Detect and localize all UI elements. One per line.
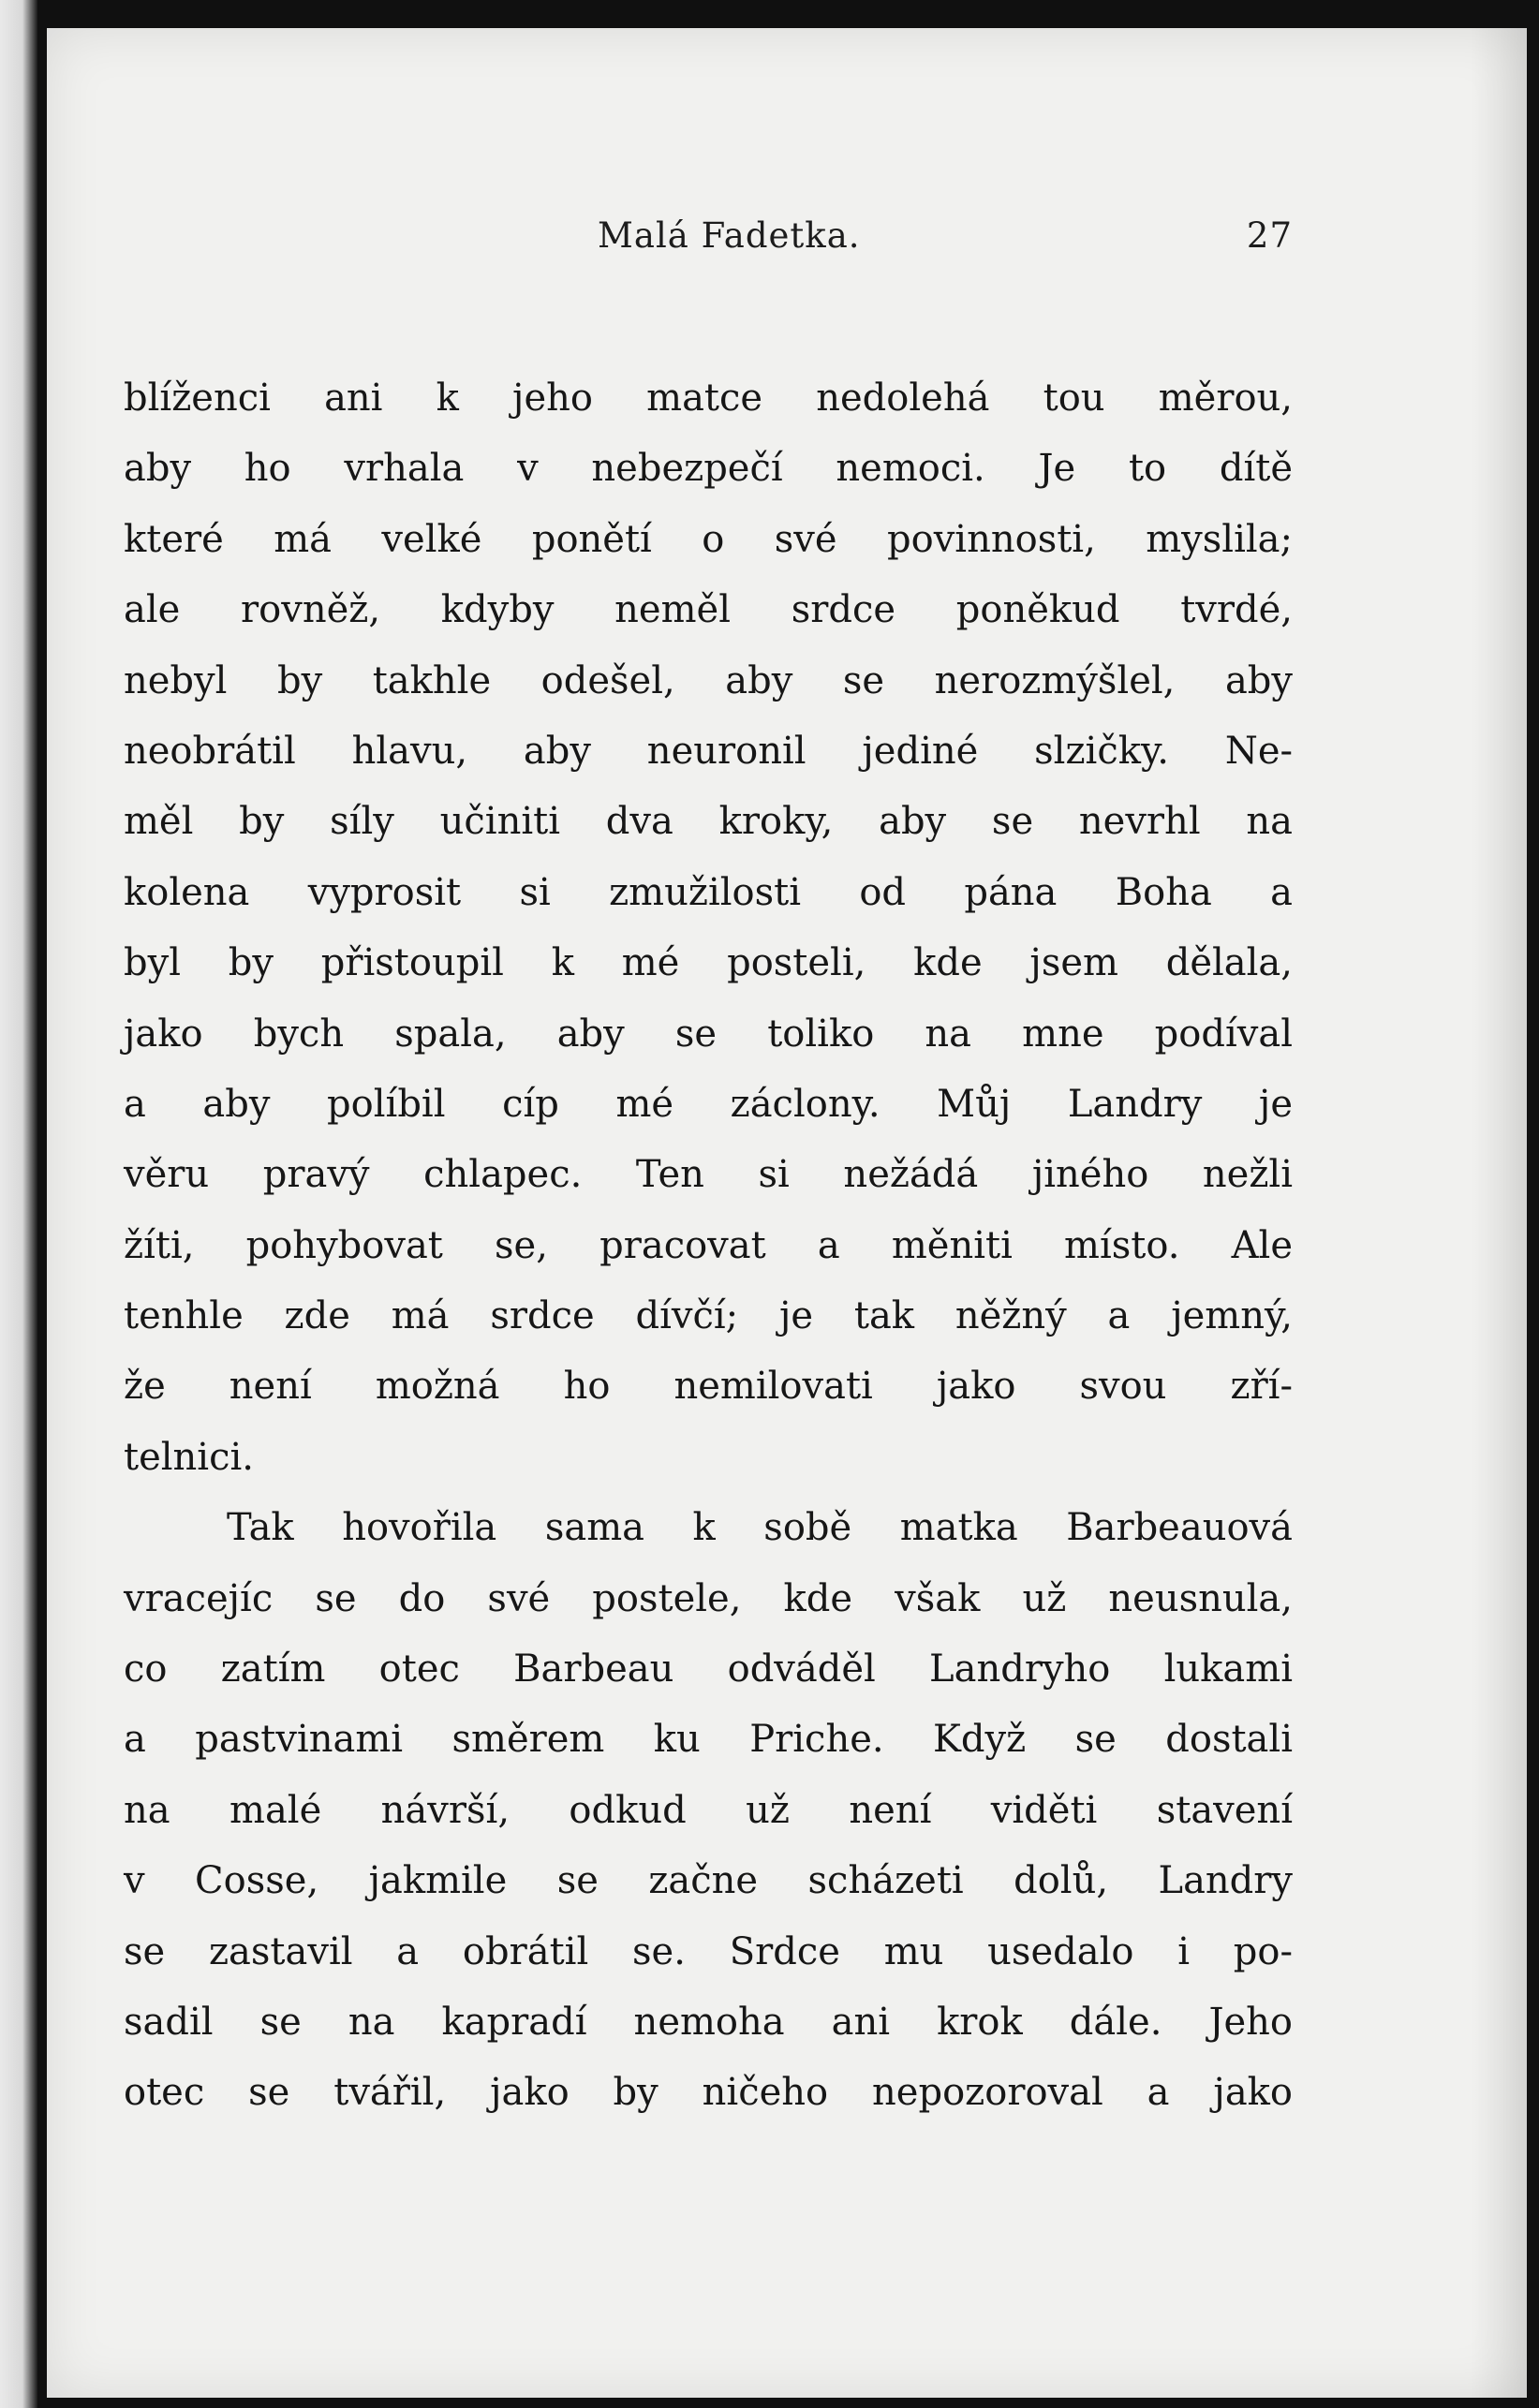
text-line: otec se tvářil, jako by ničeho nepozoroval a jako <box>124 2071 1293 2115</box>
text-line: kolena vyprosit si zmužilosti od pána Boha a <box>124 870 1293 914</box>
paragraph <box>124 1493 1293 2129</box>
text-line: telnici. <box>124 1435 255 1479</box>
text-line: a aby políbil cíp mé záclony. Můj Landry je <box>124 1082 1293 1126</box>
text-line: vracejíc se do své postele, kde však už neusnula, <box>124 1576 1293 1620</box>
text-line: sadil se na kapradí nemoha ani krok dále. Jeho <box>124 2000 1293 2044</box>
text-line: že není možná ho nemilovati jako svou zří- <box>124 1365 1293 1409</box>
text-line: se zastavil a obrátil se. Srdce mu usedalo i po- <box>124 1929 1293 1973</box>
page-number: 27 <box>1246 215 1293 256</box>
paragraph <box>124 363 1293 1493</box>
text-line: žíti, pohybovat se, pracovat a měniti místo. Ale <box>124 1223 1293 1267</box>
text-line: a pastvinami směrem ku Priche. Když se dostali <box>124 1718 1293 1762</box>
text-line: Tak hovořila sama k sobě matka Barbeauová <box>227 1506 1293 1550</box>
text-line: věru pravý chlapec. Ten si nežádá jiného nežli <box>124 1153 1293 1197</box>
text-line: jako bych spala, aby se toliko na mne podíval <box>124 1012 1293 1056</box>
text-line: nebyl by takhle odešel, aby se nerozmýšlel, aby <box>124 658 1293 702</box>
previous-page-edge <box>0 0 37 2408</box>
text-line: co zatím otec Barbeau odváděl Landryho lukami <box>124 1647 1293 1692</box>
book-page <box>47 28 1527 2398</box>
text-line: měl by síly učiniti dva kroky, aby se nevrhl na <box>124 800 1293 844</box>
text-line: v Cosse, jakmile se začne scházeti dolů, Landry <box>124 1859 1293 1903</box>
text-line: byl by přistoupil k mé posteli, kde jsem dělala, <box>124 941 1293 985</box>
text-line: blíženci ani k jeho matce nedolehá tou měrou, <box>124 377 1293 420</box>
text-line: na malé návrší, odkud už není viděti stavení <box>124 1788 1293 1832</box>
text-line: tenhle zde má srdce dívčí; je tak něžný a jemný, <box>124 1294 1293 1338</box>
text-line: neobrátil hlavu, aby neuronil jediné slzičky. Ne- <box>124 729 1293 773</box>
text-line: aby ho vrhala v nebezpečí nemoci. Je to dítě <box>124 447 1293 491</box>
running-head <box>129 215 1293 272</box>
text-line: ale rovněž, kdyby neměl srdce poněkud tvrdé, <box>124 588 1293 632</box>
running-title: Malá Fadetka. <box>598 215 861 256</box>
body-text <box>124 363 1293 2129</box>
text-line: které má velké ponětí o své povinnosti, myslila; <box>124 517 1293 561</box>
